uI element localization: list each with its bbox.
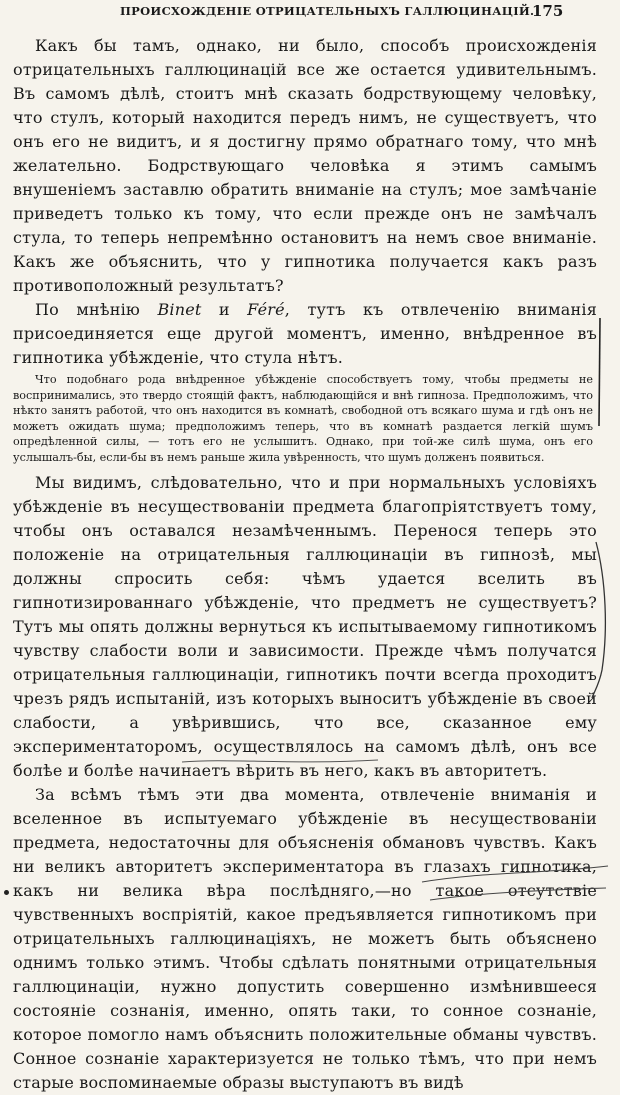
paragraph-3: Мы видимъ, слѣдовательно, что и при нормальныхъ условіяхъ убѣжденіе въ несуществованіи предмета благопріятствуетъ тому, чтобы онъ оставался незамѣченнымъ. Перенося теперь это положеніе на отрицательныя галлюцинаціи въ гипнозѣ, мы должны спросить себя: чѣмъ удается вселить въ гипнотизированнаго убѣжденіе, что предметъ не существуетъ? Тутъ мы опять должны вернуться къ испытываемому гипнотикомъ чувству слабости воли и зависимости. Прежде чѣмъ получатся отрицательныя галлюцинаціи, гипнотикъ почти всегда проходитъ чрезъ рядъ испытаній, изъ которыхъ выноситъ убѣжденіе въ своей слабости, а увѣрившись, что все, сказанное ему экспериментаторомъ, осуществлялось на самомъ дѣлѣ, онъ все болѣе и болѣе начинаетъ вѣрить въ него, какъ въ авторитетъ. bbox=[13, 473, 597, 780]
text-column bbox=[13, 34, 597, 1095]
margin-mark-note bbox=[596, 316, 604, 428]
author-name-binet: Binet bbox=[157, 300, 202, 319]
paragraph-4: За всѣмъ тѣмъ эти два момента, отвлеченіе вниманія и вселенное въ испытуемаго убѣжденіе въ несуществованіи предмета, недостаточны для объясненія обмановъ чувствъ. Какъ ни великъ авторитетъ экспериментатора въ глазахъ гипнотика, какъ ни велика вѣра послѣдняго,—но такое отсутствіе чувственныхъ воспріятій, какое предъявляется гипнотикомъ при отрицательныхъ галлюцинаціяхъ, не можетъ быть объяснено однимъ только этимъ. Чтобы сдѣлать понятными отрицательныя галлюцинаціи, нужно допустить совершенно измѣнившееся состояніе сознанія, именно, опять таки, то сонное сознаніе, которое помогло намъ объяснить положительные обманы чувствъ. Сонное сознаніе характеризуется не только тѣмъ, что при немъ старые воспоминаемые образы выступаютъ въ видѣ bbox=[13, 785, 597, 1092]
paragraph-2-lead: По мнѣнію bbox=[35, 300, 158, 319]
ink-dot bbox=[4, 890, 9, 895]
paragraph-1: Какъ бы тамъ, однако, ни было, способъ происхожденія отрицательныхъ галлюцинацій все же остается удивительнымъ. Въ самомъ дѣлѣ, стоитъ мнѣ сказать бодрствующему человѣку, что стулъ, который находится передъ нимъ, не существуетъ, что онъ его не видитъ, и я достигну прямо обратнаго тому, что мнѣ желательно. Бодрствующаго человѣка я этимъ самымъ внушеніемъ заставлю обратить вниманіе на стулъ; мое замѣчаніе приведетъ только къ тому, что если прежде онъ не замѣчалъ стула, то теперь непремѣнно остановитъ на немъ свое вниманіе. Какъ же объяснить, что у гипнотика получается какъ разъ противоположный результатъ? bbox=[13, 36, 597, 295]
running-title: ПРОИСХОЖДЕНІЕ ОТРИЦАТЕЛЬНЫХЪ ГАЛЛЮЦИНАЦІЙ. bbox=[120, 4, 535, 18]
author-name-fere: Féré bbox=[247, 300, 285, 319]
page-number: 175 bbox=[532, 2, 564, 20]
small-print-note: Что подобнаго рода внѣдренное убѣжденіе способствуетъ тому, чтобы предметы не воспринимались, это твердо стоящій фактъ, наблюдающійся и внѣ гипноза. Предположимъ, что нѣкто занятъ работой, что онъ находится въ комнатѣ, свободной отъ всякаго шума и гдѣ онъ не можетъ ожидать шума; предположимъ теперь, что въ комнатѣ раздается легкій шумъ опредѣленной силы, — тотъ его не услышитъ. Однако, при той-же силѣ шума, онъ его услышалъ-бы, если-бы въ немъ раньше жила увѣренность, что шумъ долженъ появиться. bbox=[13, 373, 593, 464]
paragraph-2-conjunction: и bbox=[201, 300, 248, 319]
paragraph-2 bbox=[13, 298, 597, 370]
paragraph-2-rest: , тутъ къ отвлеченію вниманія присоединяется еще другой моментъ, именно, внѣдренное въ гипнотика убѣжденіе, что стула нѣтъ. bbox=[13, 300, 597, 367]
